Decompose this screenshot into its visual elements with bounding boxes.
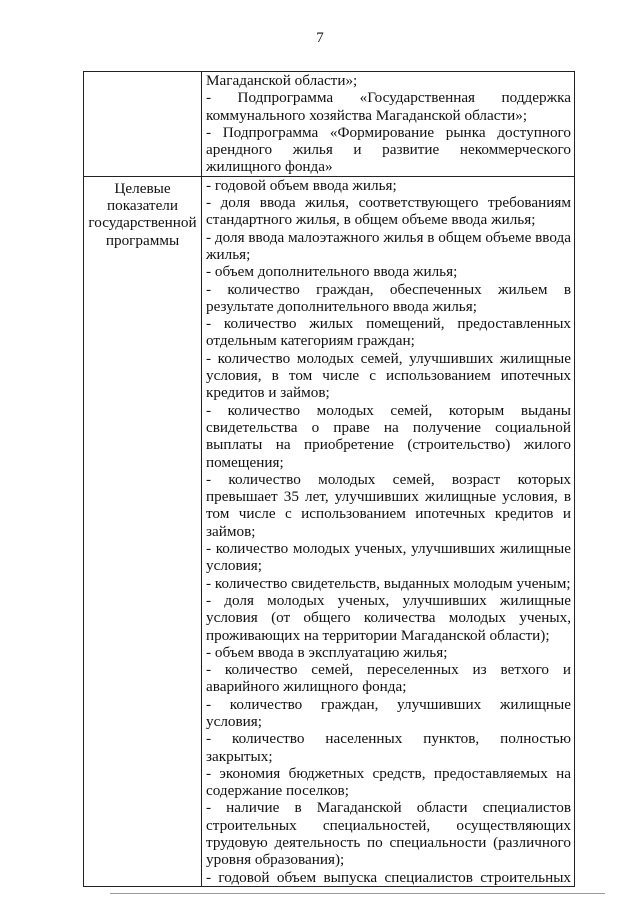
list-item: - доля ввода жилья, соответствующего требованиям стандартного жилья, в общем объеме ввода жилья; <box>206 194 571 229</box>
list-item: - количество молодых семей, возраст которых превышает 35 лет, улучшивших жилищные условия, в том числе с использованием ипотечных кредитов и займов; <box>206 470 571 540</box>
list-item: - количество жилых помещений, предоставленных отдельным категориям граждан; <box>206 315 571 350</box>
list-item: - количество свидетельств, выданных молодым ученым; <box>206 574 571 592</box>
row-label-cell <box>84 176 202 886</box>
list-item: - годовой объем ввода жилья; <box>206 176 397 194</box>
label-line: Целевые <box>114 179 171 197</box>
list-item: - доля ввода малоэтажного жилья в общем объеме ввода жилья; <box>206 228 571 263</box>
page-number: 7 <box>316 30 324 46</box>
list-item: - количество граждан, улучшивших жилищные условия; <box>206 695 571 730</box>
row-label <box>84 177 201 249</box>
label-line: программы <box>105 231 180 249</box>
list-item: - объем дополнительного ввода жилья; <box>206 263 458 281</box>
list-item: - Подпрограмма «Формирование рынка доступного арендного жилья и развитие некоммерческого жилищного фонда» <box>206 123 571 176</box>
scan-edge-line <box>110 893 605 894</box>
table-row <box>84 72 575 177</box>
list-item: - наличие в Магаданской области специалистов строительных специальностей, осуществляющих трудовую деятельность по специальности (различного уровня образования); <box>206 799 571 869</box>
row-content-cell <box>202 176 575 886</box>
list-item: - доля молодых ученых, улучшивших жилищные условия (от общего количества молодых ученых, проживающих на территории Магаданской области); <box>206 591 571 644</box>
table-row <box>84 176 575 886</box>
list-item: - количество молодых семей, улучшивших жилищные условия, в том числе с использованием ипотечных кредитов и займов; <box>206 349 571 402</box>
list-item: Магаданской области»; <box>206 72 358 89</box>
list-item: - количество семей, переселенных из ветхого и аварийного жилищного фонда; <box>206 661 571 696</box>
list-item: - экономия бюджетных средств, предоставляемых на содержание поселков; <box>206 764 571 800</box>
program-passport-table <box>83 71 575 887</box>
label-line: государственной <box>88 214 197 232</box>
list-item: - количество населенных пунктов, полностью закрытых; <box>206 730 571 765</box>
list-item: - количество граждан, обеспеченных жильем в результате дополнительного ввода жилья; <box>206 280 571 315</box>
list-item: - количество молодых ученых, улучшивших жилищные условия; <box>206 540 571 575</box>
list-item: - годовой объем выпуска специалистов строительных <box>206 868 571 886</box>
row-content-cell <box>202 72 575 177</box>
list-item: - количество молодых семей, которым выданы свидетельства о праве на получение социальной выплаты на приобретение (строительство) жилого помещения; <box>206 401 571 471</box>
list-item: - Подпрограмма «Государственная поддержка коммунального хозяйства Магаданской области»; <box>206 89 571 124</box>
row-label-cell <box>84 72 202 177</box>
list-item: - объем ввода в эксплуатацию жилья; <box>206 643 448 661</box>
label-line: показатели <box>106 197 179 215</box>
